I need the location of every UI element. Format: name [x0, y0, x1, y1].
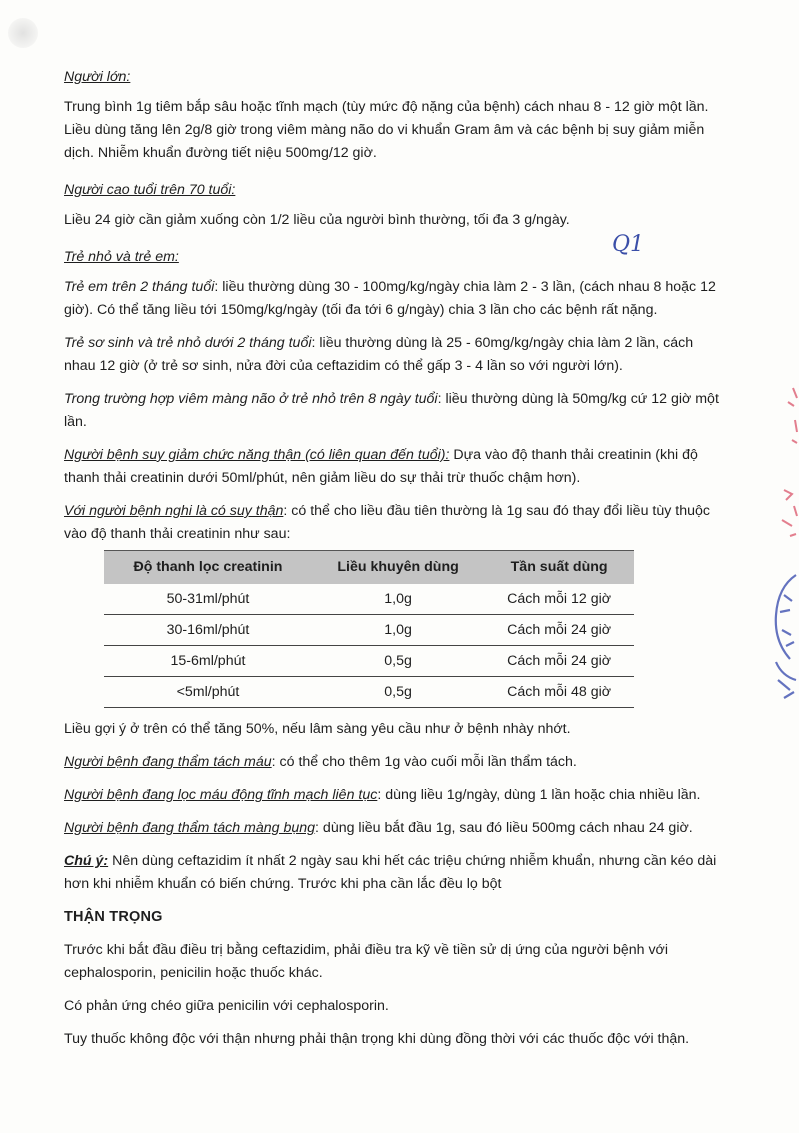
heading-nguoi-lon: Người lớn: — [64, 69, 131, 85]
stamp-fragment-icon — [738, 380, 799, 740]
paragraph-viem-mang-nao — [64, 388, 724, 434]
paragraph-nguoi-cao-tuoi: Liều 24 giờ cần giảm xuống còn 1/2 liều của người bình thường, tối đa 3 g/ngày. — [64, 212, 570, 228]
text-nghi-suy-than: : có thể cho liều đầu tiên thường là 1g sau đó thay đổi liều tùy thuộc vào độ thanh thải creatinin như sau: — [64, 503, 710, 542]
text-tham-tach-mau: : có thể cho thêm 1g vào cuối mỗi lần thẩm tách. — [271, 754, 577, 770]
table-cell: Cách mỗi 24 giờ — [484, 646, 634, 677]
section-title-than-trong: THẬN TRỌNG — [64, 909, 163, 925]
paragraph-nguoi-lon: Trung bình 1g tiêm bắp sâu hoặc tĩnh mạch (tùy mức độ nặng của bệnh) cách nhau 8 - 12 giờ một lần. Liều dùng tăng lên 2g/8 giờ trong viêm màng não do vi khuẩn Gram âm và các bệnh bị suy giảm miễn dịch. Nhiễm khuẩn đường tiết niệu 500mg/12 giờ. — [64, 99, 709, 161]
paragraph-suy-than — [64, 444, 724, 490]
heading-nguoi-cao-tuoi: Người cao tuổi trên 70 tuổi: — [64, 182, 236, 198]
blue-stamp-marks — [776, 575, 796, 698]
table-cell: <5ml/phút — [104, 677, 312, 708]
table-cell: Cách mỗi 24 giờ — [484, 615, 634, 646]
handwritten-annotation: Q1 — [612, 232, 645, 257]
text-tre-so-sinh: : liều thường dùng là 25 - 60mg/kg/ngày chia làm 2 lần, cách nhau 12 giờ (ở trẻ sơ sinh, nửa đời của ceftazidim có thể gấp 3 - 4 lần so với người lớn). — [64, 335, 694, 374]
paragraph-nghi-suy-than — [64, 500, 724, 546]
paragraph-chu-y — [64, 850, 724, 896]
lead-nghi-suy-than: Với người bệnh nghi là có suy thận — [64, 503, 284, 519]
table-row — [104, 615, 634, 646]
paragraph-loc-mau — [64, 784, 724, 807]
dose-table-header-row — [104, 551, 634, 585]
dose-table-header: Độ thanh lọc creatinin — [104, 551, 312, 585]
table-cell: 15-6ml/phút — [104, 646, 312, 677]
paragraph-tham-tach-mau — [64, 751, 724, 774]
table-cell: 0,5g — [312, 677, 484, 708]
note-label: Chú ý: — [64, 853, 109, 869]
paragraph-tre-tren-2-thang — [64, 276, 724, 322]
paragraph-after-table: Liều gợi ý ở trên có thể tăng 50%, nếu lâm sàng yêu cầu như ở bệnh nhày nhớt. — [64, 721, 571, 737]
table-cell: 1,0g — [312, 615, 484, 646]
lead-tham-tach-mang-bung: Người bệnh đang thẩm tách màng bụng — [64, 820, 316, 836]
text-suy-than: Dựa vào độ thanh thải creatinin (khi độ thanh thải creatinin dưới 50ml/phút, nên giảm liều do sự thải trừ thuốc chậm hơn). — [64, 447, 698, 486]
lead-loc-mau: Người bệnh đang lọc máu động tĩnh mạch liên tục — [64, 787, 378, 803]
lead-tham-tach-mau: Người bệnh đang thẩm tách máu — [64, 754, 272, 770]
document-content — [64, 66, 724, 1061]
red-stamp-marks — [782, 388, 797, 536]
dose-table — [104, 550, 634, 708]
table-cell: 30-16ml/phút — [104, 615, 312, 646]
lead-suy-than: Người bệnh suy giảm chức năng thận (có liên quan đến tuổi): — [64, 447, 450, 463]
heading-tre-em: Trẻ nhỏ và trẻ em: — [64, 249, 179, 265]
table-cell: Cách mỗi 48 giờ — [484, 677, 634, 708]
paragraph-tham-tach-mang-bung — [64, 817, 724, 840]
paragraph-than-trong-3: Tuy thuốc không độc với thận nhưng phải thận trọng khi dùng đồng thời với các thuốc độc với thận. — [64, 1031, 690, 1047]
table-cell: Cách mỗi 12 giờ — [484, 584, 634, 615]
table-cell: 50-31ml/phút — [104, 584, 312, 615]
paragraph-than-trong-2: Có phản ứng chéo giữa penicilin với cephalosporin. — [64, 998, 389, 1014]
text-viem-mang-nao: : liều thường dùng là 50mg/kg cứ 12 giờ một lần. — [64, 391, 719, 430]
table-cell: 1,0g — [312, 584, 484, 615]
table-cell: 0,5g — [312, 646, 484, 677]
text-loc-mau: : dùng liều 1g/ngày, dùng 1 lần hoặc chia nhiều lần. — [377, 787, 701, 803]
text-tham-tach-mang-bung: : dùng liều bắt đầu 1g, sau đó liều 500mg cách nhau 24 giờ. — [315, 820, 693, 836]
paragraph-than-trong-1: Trước khi bắt đầu điều trị bằng ceftazidim, phải điều tra kỹ về tiền sử dị ứng của người bệnh với cephalosporin, penicilin hoặc thuốc khác. — [64, 942, 669, 981]
scan-artifact — [8, 18, 38, 48]
text-tre-tren-2-thang: : liều thường dùng 30 - 100mg/kg/ngày chia làm 2 - 3 lần, (cách nhau 8 hoặc 12 giờ). Có thể tăng liều tới 150mg/kg/ngày (tối đa tới 6 g/ngày) chia 3 lần cho các bệnh rất nặng. — [64, 279, 716, 318]
table-row — [104, 584, 634, 615]
lead-viem-mang-nao: Trong trường hợp viêm màng não ở trẻ nhỏ trên 8 ngày tuổi — [64, 391, 438, 407]
dose-table-header: Liều khuyên dùng — [312, 551, 484, 585]
table-row — [104, 646, 634, 677]
lead-tre-so-sinh: Trẻ sơ sinh và trẻ nhỏ dưới 2 tháng tuổi — [64, 335, 312, 351]
note-text: Nên dùng ceftazidim ít nhất 2 ngày sau khi hết các triệu chứng nhiễm khuẩn, nhưng cần kéo dài hơn khi nhiễm khuẩn có biến chứng. Trước khi pha cần lắc đều lọ bột — [64, 853, 717, 892]
lead-tre-tren-2-thang: Trẻ em trên 2 tháng tuổi — [64, 279, 215, 295]
table-row — [104, 677, 634, 708]
paragraph-tre-so-sinh — [64, 332, 724, 378]
dose-table-header: Tần suất dùng — [484, 551, 634, 585]
